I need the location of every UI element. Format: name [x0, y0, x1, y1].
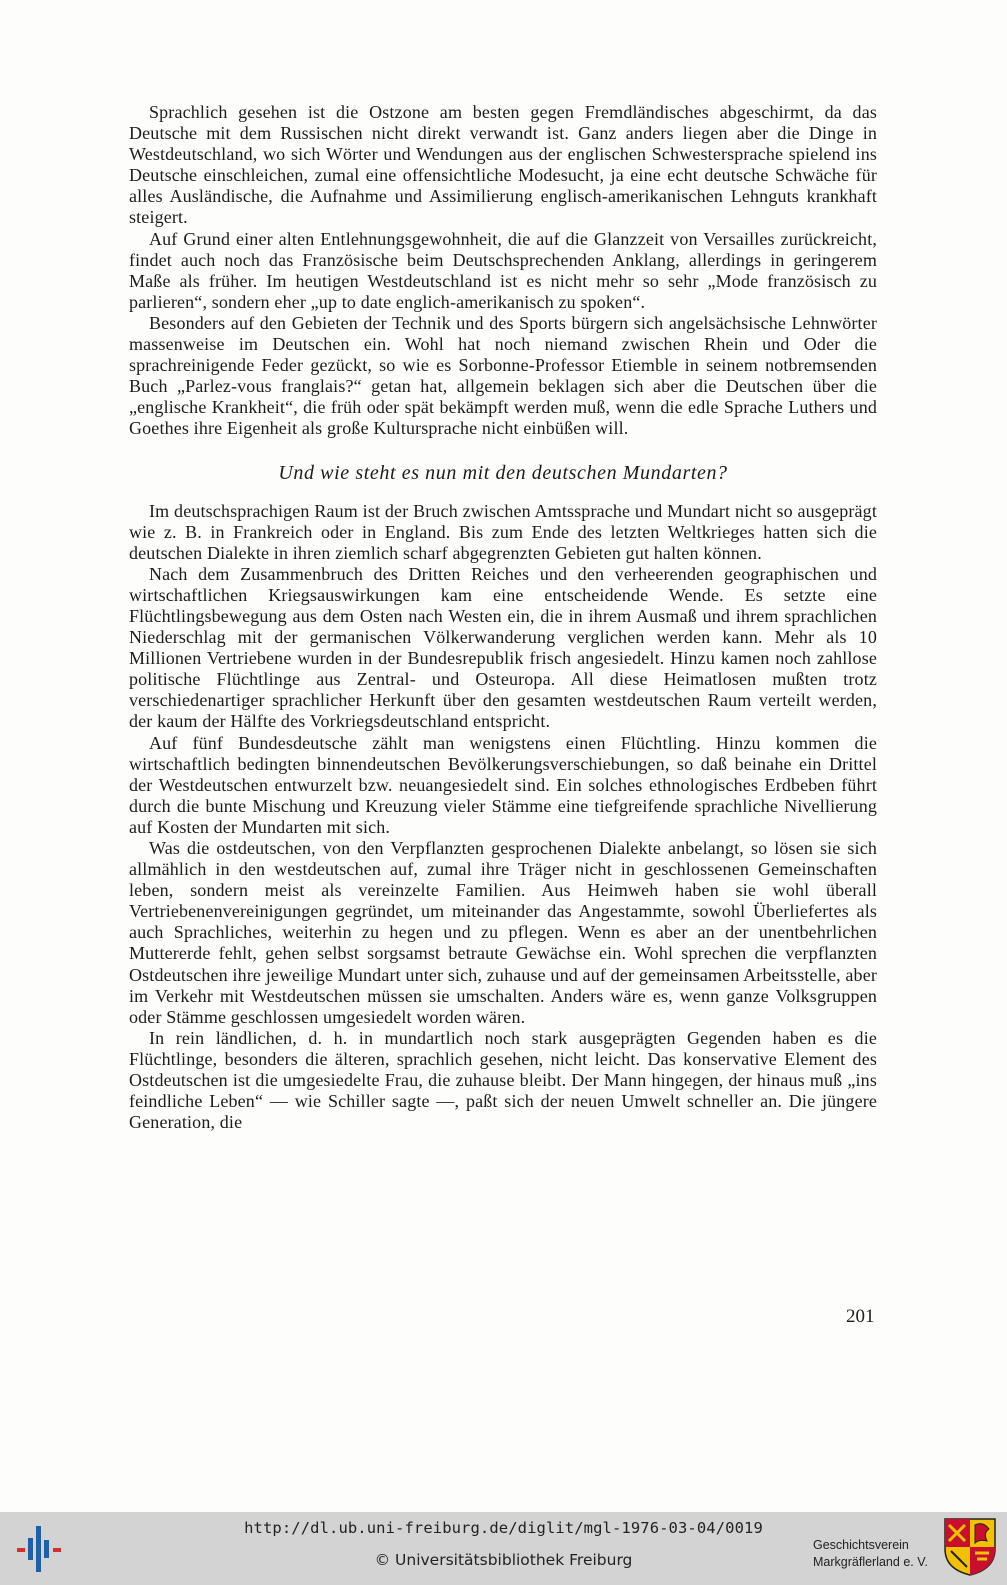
paragraph: Besonders auf den Gebieten der Technik und des Sports bürgern sich angelsächsische Lehnwörter massenweise im Deutschen ein. Wohl hat noch niemand zwischen Rhein und Oder die sprachreinigende Feder gezückt, so wie es Sorbonne-Professor Etiemble in seinem notbremsenden Buch „Parlez-vous franglais?“ getan hat, allgemein beklagen sich aber die Deutschen über die „englische Krankheit“, die früh oder spät bekämpft werden muß, wenn die edle Sprache Luthers und Goethes ihre Eigenheit als große Kultursprache nicht einbüßen will. [129, 312, 877, 439]
paragraph: Im deutschsprachigen Raum ist der Bruch zwischen Amtssprache und Mundart nicht so ausgeprägt wie z. B. in Frankreich oder in England. Bis zum Ende des letzten Weltkrieges hatten sich die deutschen Dialekte in ihren ziemlich scharf abgegrenzten Gebieten gut halten können. [129, 500, 877, 563]
paragraph: Was die ostdeutschen, von den Verpflanzten gesprochenen Dialekte anbelangt, so lösen sie sich allmählich in den westdeutschen auf, zumal ihre Träger nicht in geschlossenen Gemeinschaften leben, sondern meist als vereinzelte Familien. Aus Heimweh haben sie wohl überall Vertriebenenvereinigungen gegründet, um miteinander das Angestammte, sowohl Überliefertes als auch Sprachliches, weiterhin zu hegen und zu pflegen. Wenn es aber an der unentbehrlichen Muttererde fehlt, gehen selbst sorgsamst betraute Gewächse ein. Wohl sprechen die verpflanzten Ostdeutschen ihre jeweilige Mundart unter sich, zuhause und auf der gemeinsamen Arbeitsstelle, aber im Verkehr mit Westdeutschen müssen sie umschalten. Anders wäre es, wenn ganze Volksgruppen oder Stämme geschlossen umgesiedelt worden wären. [129, 838, 877, 1027]
paragraph: Auf fünf Bundesdeutsche zählt man wenigstens einen Flüchtling. Hinzu kommen die wirtschaftlich bedingten binnendeutschen Bevölkerungsverschiebungen, so daß beinahe ein Drittel der Westdeutschen entwurzelt bzw. neuangesiedelt sind. Ein solches ethnologisches Erdbeben führt durch die bunte Mischung und Kreuzung vieler Stämme eine tiefgreifende sprachliche Nivellierung auf Kosten der Mundarten mit sich. [129, 732, 877, 837]
paragraph: Sprachlich gesehen ist die Ostzone am besten gegen Fremdländisches abgeschirmt, da das Deutsche mit dem Russischen nicht direkt verwandt ist. Ganz anders liegen aber die Dinge in Westdeutschland, wo sich Wörter und Wendungen aus der englischen Schwestersprache spielend ins Deutsche einschleichen, zumal eine offensichtliche Modesucht, ja eine echt deutsche Schwäche für alles Ausländische, die Aufnahme und Assimilierung englisch-amerikanischen Lehnguts krankhaft steigert. [129, 102, 877, 228]
markgraeflerland-crest-icon [943, 1517, 997, 1577]
footer-copyright: © Universitätsbibliothek Freiburg [374, 1551, 633, 1569]
page-number: 201 [846, 1306, 875, 1327]
society-line: Geschichtsverein [813, 1538, 909, 1552]
page-text [129, 102, 877, 1133]
paragraph: Nach dem Zusammenbruch des Dritten Reiches und den verheerenden geographischen und wirtschaftlichen Kriegsauswirkungen kam eine entscheidende Wende. Es setzte eine Flüchtlingsbewegung aus dem Osten nach Westen ein, die in ihrem Ausmaß und ihrem sprachlichen Niederschlag mit der germanischen Völkerwanderung verglichen werden kann. Mehr als 10 Millionen Vertriebene wurden in der Bundesrepublik frisch angesiedelt. Hinzu kamen noch zahllose politische Flüchtlinge aus Zentral- und Osteuropa. All diese Heimatlosen mußten trotz verschiedenartiger sprachlicher Herkunft über den gesamten westdeutschen Raum verteilt werden, der kaum der Hälfte des Vorkriegsdeutschland entspricht. [129, 563, 877, 732]
footer-url-link[interactable]: http://dl.ub.uni-freiburg.de/diglit/mgl-1976-03-04/0019 [244, 1519, 763, 1537]
paragraph: In rein ländlichen, d. h. in mundartlich noch stark ausgeprägten Gegenden haben es die Flüchtlinge, besonders die älteren, sprachlich gesehen, nicht leicht. Das konservative Element des Ostdeutschen ist die umgesiedelte Frau, die zuhause bleibt. Der Mann hingegen, der hinaus muß „ins feindliche Leben“ — wie Schiller sagte —, paßt sich der neuen Umwelt schneller an. Die jüngere Generation, die [129, 1027, 877, 1133]
section-heading: Und wie steht es nun mit den deutschen Mundarten? [278, 461, 728, 484]
society-name [813, 1537, 933, 1571]
society-line: Markgräflerland e. V. [813, 1555, 928, 1569]
paragraph: Auf Grund einer alten Entlehnungsgewohnheit, die auf die Glanzzeit von Versailles zurückreicht, findet auch noch das Französische beim Deutschsprechenden Anklang, allerdings in geringerem Maße als früher. Im heutigen Westdeutschland ist es nicht mehr so sehr „Mode französisch zu parlieren“, sondern eher „up to date englich-amerikanisch zu spoken“. [129, 228, 877, 312]
